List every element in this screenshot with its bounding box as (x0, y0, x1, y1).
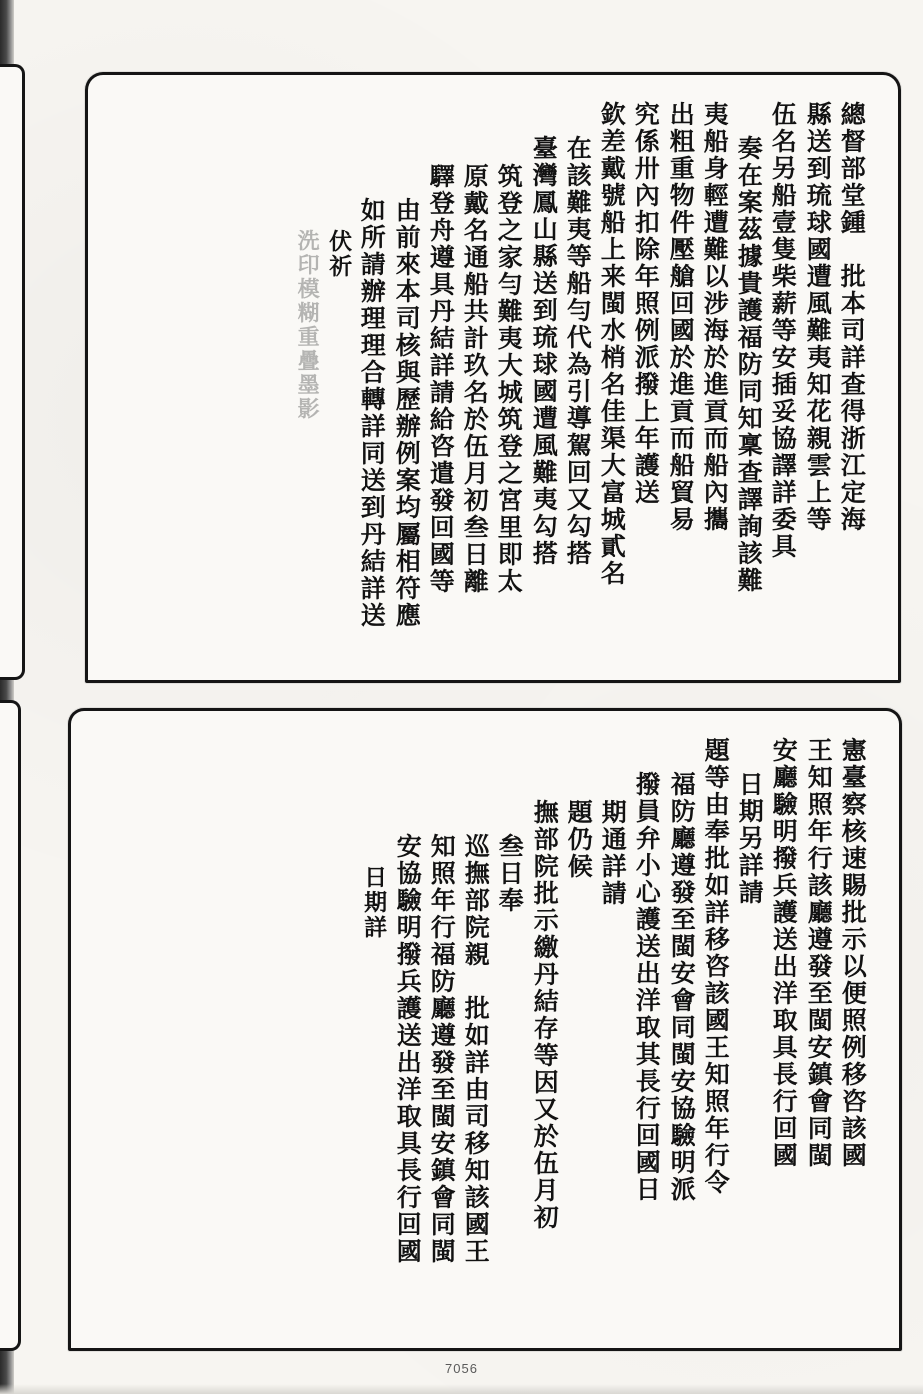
text-column: 由前來本司核與歷辦例案均屬相符應 (391, 196, 421, 630)
lower-panel-columns (71, 711, 899, 1348)
upper-panel-columns (88, 75, 898, 680)
text-column: 原戴名通船共計玖名於伍月初叁日離 (460, 162, 490, 596)
facing-page-frame-top-sliver (0, 64, 25, 680)
text-column: 筑登之家勻難夷大城筑登之宮里即太 (494, 162, 524, 596)
text-column: 巡撫部院親 批如詳由司移知該國王 (461, 832, 491, 1266)
text-column: 叁日奉 (495, 832, 525, 915)
text-column: 臺灣鳳山縣送到琉球國遭風難夷勾搭 (528, 134, 558, 568)
text-column: 福防廳遵發至閩安會同閩安協驗明派 (666, 770, 696, 1204)
facing-page-frame-bottom-sliver (0, 700, 21, 1351)
text-column: 憲臺察核速賜批示以便照例移咨該國 (838, 736, 867, 1170)
text-column: 欽差戴號船上来閩水梢名佳渠大富城貳名 (597, 100, 627, 588)
text-column: 題等由奉批如詳移咨該國王知照年行令 (701, 736, 730, 1197)
faded-showthrough-text: 洗印模糊重疊墨影 (294, 228, 321, 422)
upper-facsimile-panel (85, 72, 901, 683)
text-column: 王知照年行該廳遵發至閩安鎮會同閩 (803, 736, 833, 1170)
text-column: 日期詳 (360, 864, 388, 941)
text-column: 夷船身輕遭難以涉海於進貢而船內攜 (700, 100, 729, 534)
text-column: 撥員弁小心護送出洋取其長行回國日 (632, 770, 662, 1204)
text-column: 伏祈 (325, 228, 353, 280)
text-column: 奏在案茲據貴護福防同知稟查譯詢該難 (734, 134, 764, 595)
text-column: 知照年行福防廳遵發至閩安鎮會同閩 (427, 832, 456, 1266)
text-column: 撫部院批示繳丹結存等因又於伍月初 (529, 798, 559, 1232)
text-column: 總督部堂鍾 批本司詳查得浙江定海 (837, 100, 866, 534)
text-column: 題仍候 (564, 798, 593, 881)
page-number: 7056 (445, 1361, 478, 1376)
text-column: 安協驗明撥兵護送出洋取具長行回國 (392, 832, 422, 1266)
text-column: 驛登舟遵具丹結詳請給咨遣發回國等 (426, 162, 455, 596)
page-bottom-shadow (0, 1384, 923, 1394)
text-column: 安廳驗明撥兵護送出洋取具長行回國 (769, 736, 799, 1170)
text-column: 在該難夷等船勻代為引導駕回又勾搭 (563, 134, 592, 568)
text-column: 伍名另船壹隻柴薪等安插妥協譯詳委具 (768, 100, 798, 561)
text-column: 如所請辦理理合轉詳同送到丹結詳送 (357, 196, 387, 630)
text-column: 縣送到琉球國遭風難夷知花親雲上等 (802, 100, 832, 534)
lower-facsimile-panel (68, 708, 902, 1351)
text-column: 期通詳請 (598, 798, 628, 908)
text-column: 出粗重物件壓艙回國於進貢而船貿易 (665, 100, 695, 534)
text-column: 究係卅內扣除年照例派撥上年護送 (631, 100, 661, 507)
text-column: 日期另詳請 (735, 770, 765, 907)
